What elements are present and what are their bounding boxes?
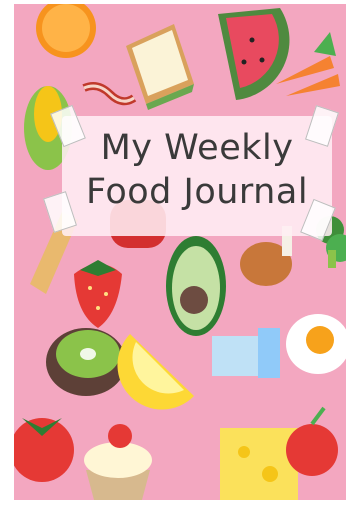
strawberry-icon <box>74 260 122 328</box>
title-line-2: Food Journal <box>85 172 309 212</box>
kiwi-icon <box>46 328 126 396</box>
orange-icon <box>36 4 96 58</box>
watermelon-slice-icon <box>218 8 289 100</box>
title-line-1: My Weekly <box>100 128 294 168</box>
milk-carton-icon <box>212 328 280 378</box>
cheese-icon <box>220 428 298 500</box>
lemon-slice-icon <box>117 334 194 410</box>
avocado-icon <box>166 236 226 336</box>
fried-egg-icon <box>286 314 346 374</box>
tomato-icon <box>14 418 74 482</box>
food-illustrations <box>14 4 346 500</box>
cupcake-icon <box>84 424 152 500</box>
journal-title <box>62 126 332 214</box>
book-cover <box>14 4 346 500</box>
bacon-icon <box>84 86 134 101</box>
sandwich-icon <box>126 24 194 110</box>
apple-icon <box>286 408 338 476</box>
